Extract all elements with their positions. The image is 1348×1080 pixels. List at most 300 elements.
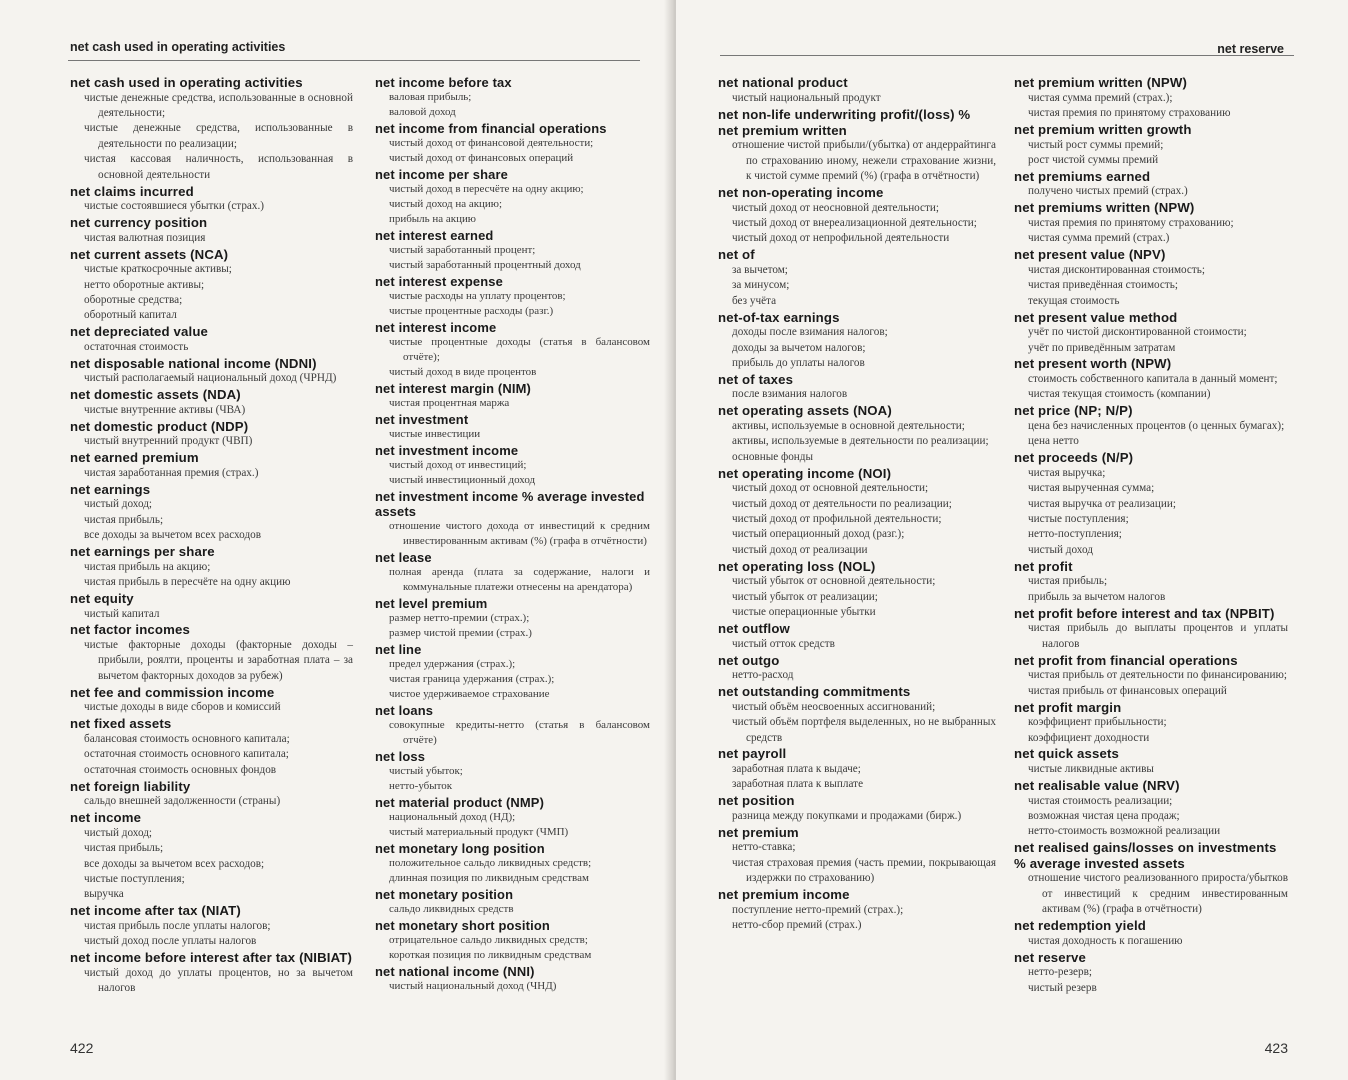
dictionary-entry [1014,606,1288,652]
dictionary-entry [70,779,353,810]
dictionary-entry [718,684,996,746]
entry-translation: прибыль на акцию [389,213,477,226]
entry-translation: совокупные кредиты-нетто (статья в балансовом отчёте) [389,719,650,747]
entry-term: net income from financial operations [375,120,607,136]
dictionary-entry [70,903,353,949]
entry-translation: чистая прибыль до выплаты процентов и уплаты налогов [1028,622,1288,650]
entry-term: net claims incurred [70,183,194,199]
dictionary-entry [1014,403,1288,449]
entry-translation: чистый доход от непрофильной деятельности [732,232,950,245]
dictionary-entry [375,918,650,963]
right-column-1 [718,75,996,934]
entry-translation: чистый доход до уплаты процентов, но за вычетом налогов [84,966,353,995]
entry-term: net position [718,793,795,809]
entry-translation: чистые доходы в виде сборов и комиссий [84,701,281,714]
left-running-head: net cash used in operating activities [70,40,286,54]
entry-term: net income before tax [375,75,512,90]
entry-term: net earnings [70,481,151,497]
entry-translation: чистые процентные расходы (разг.) [389,305,554,318]
dictionary-entry [70,324,353,355]
entry-term: net realised gains/losses on investments % average invested assets [1014,840,1277,871]
entry-translation: доходы за вычетом налогов; [732,341,866,354]
entry-translation: чистый доход после уплаты налогов [84,935,257,948]
entry-translation: отношение чистого реализованного прироста/убытков от инвестиций к средним инвестированным активам (%) (графа в отчётности) [1028,872,1288,916]
entry-translation: чистый доход в пересчёте на одну акцию; [389,183,584,196]
dictionary-entry [375,841,650,886]
entry-translation: коэффициент доходности [1028,731,1150,744]
dictionary-entry [375,795,650,840]
right-column-2 [1014,75,1288,997]
dictionary-entry [1014,75,1288,121]
entry-translation: чистый рост суммы премий; [1028,138,1164,151]
entry-term: net material product (NMP) [375,794,545,810]
entry-translation: чистая прибыль; [84,842,164,855]
dictionary-entry [1014,950,1288,996]
entry-translation: чистый резерв [1028,981,1097,994]
entry-translation: чистые поступления; [84,872,185,885]
entry-translation: чистая прибыль; [1028,575,1108,588]
entry-translation: чистая прибыль; [84,513,164,526]
dictionary-entry [70,184,353,215]
dictionary-entry [70,356,353,387]
entry-term: net investment income % average invested assets [375,488,645,519]
dictionary-entry [718,107,996,123]
entry-term: net premiums earned [1014,168,1151,184]
right-page-number: 423 [1264,1040,1288,1056]
entry-translation: валовой доход [389,106,456,119]
dictionary-entry [1014,918,1288,949]
entry-translation: чистые краткосрочные активы; [84,263,232,276]
entry-term: net of [718,247,755,263]
dictionary-entry [1014,310,1288,356]
dictionary-entry [70,622,353,684]
dictionary-entry [375,75,650,120]
dictionary-entry [1014,247,1288,309]
entry-translation: чистая премия по принятому страхованию; [1028,216,1234,229]
dictionary-entry [70,950,353,996]
entry-term: net present value (NPV) [1014,247,1166,263]
dictionary-entry [718,403,996,465]
left-header-rule [68,60,640,61]
left-page [0,0,672,1080]
entry-term: net current assets (NCA) [70,246,229,262]
entry-translation: чистый доход на акцию; [389,198,503,211]
entry-translation: чистая валютная позиция [84,231,206,244]
entry-translation: чистый доход в виде процентов [389,366,537,379]
dictionary-entry [718,372,996,403]
entry-term: net redemption yield [1014,918,1146,934]
entry-term: net present value method [1014,309,1178,325]
entry-term: net depreciated value [70,324,209,340]
entry-term: net non-operating income [718,184,884,200]
entry-translation: чистая страховая премия (часть премии, покрывающая издержки по страхованию) [732,856,996,885]
dictionary-entry [1014,559,1288,605]
entry-translation: чистый доход от финансовой деятельности; [389,137,594,150]
entry-term: net foreign liability [70,778,191,794]
entry-translation: разница между покупками и продажами (бирж.) [732,809,962,822]
entry-translation: чистые операционные убытки [732,606,876,619]
entry-term: net premium [718,824,799,840]
entry-term: net income [70,810,142,826]
entry-translation: чистые инвестиции [389,428,481,441]
entry-translation: все доходы за вычетом всех расходов; [84,857,265,870]
entry-term: net monetary position [375,886,514,902]
entry-translation: чистые денежные средства, использованные в основной деятельности; [84,91,353,119]
dictionary-entry [1014,169,1288,200]
dictionary-entry [1014,200,1288,246]
entry-term: net realisable value (NRV) [1014,777,1180,793]
entry-term: net income after tax (NIAT) [70,903,241,919]
entry-translation: возможная чистая цена продаж; [1028,809,1180,822]
entry-translation: чистый доход от внереализационной деятельности; [732,216,977,229]
entry-translation: длинная позиция по ликвидным средствам [389,872,589,885]
dictionary-entry [70,716,353,778]
entry-term: net premiums written (NPW) [1014,200,1195,216]
entry-translation: активы, используемые в основной деятельности; [732,419,965,432]
entry-term: net disposable national income (NDNI) [70,355,317,371]
entry-term: net investment income [375,442,519,458]
entry-term: net cash used in operating activities [70,75,303,90]
dictionary-entry [70,591,353,622]
entry-translation: чистая прибыль от финансовых операций [1028,684,1227,697]
entry-translation: чистая дисконтированная стоимость; [1028,263,1205,276]
entry-term: net fee and commission income [70,684,275,700]
entry-term: net premium written [718,122,847,138]
entry-term: net interest expense [375,273,503,289]
entry-translation: без учёта [732,294,777,307]
entry-translation: получено чистых премий (страх.) [1028,185,1188,198]
entry-term: net factor incomes [70,622,190,638]
entry-term: net lease [375,549,432,565]
entry-term: net investment [375,411,469,427]
entry-translation: валовая прибыль; [389,91,472,104]
entry-translation: за минусом; [732,279,790,292]
dictionary-entry [718,123,996,185]
entry-term: net interest earned [375,228,494,243]
entry-term: net of taxes [718,371,794,387]
dictionary-entry [1014,840,1288,917]
entry-translation: чистая граница удержания (страх.); [389,673,555,686]
entry-term: net non-life underwriting profit/(loss) % [718,106,971,122]
entry-term: net premium written (NPW) [1014,75,1187,90]
entry-term: net income before interest after tax (NIBIAT) [70,950,353,966]
entry-term: net operating assets (NOA) [718,403,892,419]
entry-translation: цена без начисленных процентов (о ценных бумагах); [1028,419,1285,432]
dictionary-entry [1014,450,1288,558]
dictionary-entry [1014,122,1288,168]
entry-translation: чистая выручка от реализации; [1028,497,1176,510]
entry-term: net earned premium [70,450,199,466]
entry-translation: чистый инвестиционный доход [389,474,536,487]
entry-term: net loans [375,702,434,718]
entry-term: net line [375,641,422,657]
dictionary-entry [718,310,996,372]
entry-translation: заработная плата к выдаче; [732,763,861,775]
dictionary-entry [718,621,996,652]
dictionary-entry [718,746,996,792]
dictionary-entry [70,482,353,544]
dictionary-entry [70,75,353,183]
entry-translation: сальдо ликвидных средств [389,903,514,916]
dictionary-entry [70,810,353,903]
dictionary-entry [375,964,650,994]
dictionary-entry [70,419,353,450]
entry-translation: текущая стоимость [1028,294,1120,307]
entry-translation: чистый заработанный процентный доход [389,259,581,272]
dictionary-entry [375,320,650,381]
entry-translation: чистые процентные доходы (статья в балансовом отчёте); [389,336,650,364]
entry-translation: чистые факторные доходы (факторные доходы – прибыли, роялти, проценты и заработная плата – за вычетом факторных доходов за рубеж) [84,639,353,682]
entry-translation: размер нетто-премии (страх.); [389,612,530,625]
entry-translation: сальдо внешней задолженности (страны) [84,795,281,808]
entry-translation: чистый располагаемый национальный доход (ЧРНД) [84,372,337,385]
entry-translation: чистая вырученная сумма; [1028,482,1155,495]
entry-translation: чистый операционный доход (разг.); [732,528,905,541]
entry-translation: нетто-стоимость возможной реализации [1028,825,1221,838]
entry-translation: чистый внутренний продукт (ЧВП) [84,435,253,448]
entry-term: net price (NP; N/P) [1014,403,1133,419]
entry-translation: чистая стоимость реализации; [1028,794,1173,807]
entry-translation: чистый доход [1028,543,1093,556]
entry-translation: чистые расходы на уплату процентов; [389,290,566,303]
entry-translation: чистый доход от реализации [732,543,868,556]
entry-translation: чистая текущая стоимость (компании) [1028,388,1211,401]
entry-term: net equity [70,590,134,606]
entry-translation: выручка [84,888,124,901]
entry-term: net reserve [1014,949,1087,965]
entry-translation: чистый убыток от основной деятельности; [732,575,936,588]
entry-translation: полная аренда (плата за содержание, налоги и коммунальные платежи отнесены на арендатора) [389,566,650,594]
entry-translation: основные фонды [732,450,814,463]
dictionary-entry [1014,746,1288,777]
entry-translation: чистый объём неосвоенных ассигнований; [732,700,936,713]
entry-term: net payroll [718,746,787,762]
entry-translation: чистый доход; [84,826,153,839]
entry-translation: чистый доход от основной деятельности; [732,482,929,495]
entry-translation: чистая доходность к погашению [1028,934,1183,947]
entry-translation: чистая выручка; [1028,466,1106,479]
entry-term: net national product [718,75,848,90]
dictionary-entry [375,412,650,442]
right-running-head: net reserve [1217,42,1284,56]
dictionary-entry [375,167,650,228]
entry-translation: чистые денежные средства, использованные в деятельности по реализации; [84,122,353,150]
entry-translation: оборотный капитал [84,309,177,322]
dictionary-entry [375,228,650,273]
entry-translation: чистая сумма премий (страх.); [1028,91,1173,104]
entry-translation: оборотные средства; [84,293,183,306]
entry-term: net premium written growth [1014,121,1192,137]
entry-translation: активы, используемые в деятельности по реализации; [732,435,989,448]
entry-term: net outflow [718,621,790,637]
entry-translation: чистый капитал [84,607,160,620]
dictionary-entry [70,387,353,418]
entry-translation: чистый материальный продукт (ЧМП) [389,826,569,839]
entry-term: net outgo [718,652,780,668]
entry-translation: чистый доход от профильной деятельности; [732,513,942,526]
entry-translation: чистый убыток; [389,765,463,778]
dictionary-entry [718,887,996,933]
dictionary-entry [375,381,650,411]
entry-translation: за вычетом; [732,263,788,276]
entry-translation: чистое удерживаемое страхование [389,688,550,701]
entry-term: net currency position [70,215,208,231]
entry-translation: чистая прибыль на акцию; [84,560,211,573]
dictionary-entry [70,450,353,481]
entry-translation: рост чистой суммы премий [1028,153,1159,166]
entry-translation: чистые внутренние активы (ЧВА) [84,403,246,416]
entry-translation: чистый заработанный процент; [389,244,536,257]
entry-term: net profit from financial operations [1014,652,1238,668]
entry-translation: прибыль за вычетом налогов [1028,590,1166,603]
entry-translation: нетто-расход [732,669,794,682]
entry-term: net profit [1014,558,1073,574]
entry-translation: чистая кассовая наличность, использованная в основной деятельности [84,153,353,181]
entry-translation: коэффициент прибыльности; [1028,716,1167,729]
dictionary-entry [375,274,650,319]
entry-term: net fixed assets [70,716,172,732]
entry-translation: чистый убыток от реализации; [732,590,878,603]
entry-translation: чистый доход от неосновной деятельности; [732,201,940,214]
entry-translation: размер чистой премии (страх.) [389,627,532,640]
dictionary-entry [375,887,650,917]
dictionary-entry [375,642,650,703]
dictionary-entry [70,685,353,716]
entry-term: net present worth (NPW) [1014,356,1172,372]
entry-term: net income per share [375,166,508,182]
dictionary-entry [1014,653,1288,699]
entry-term: net-of-tax earnings [718,309,840,325]
entry-translation: нетто-резерв; [1028,966,1092,979]
entry-translation: учёт по чистой дисконтированной стоимости; [1028,326,1247,339]
entry-term: net interest income [375,319,497,335]
entry-translation: остаточная стоимость [84,340,189,353]
entry-term: net loss [375,748,426,764]
entry-term: net proceeds (N/P) [1014,450,1134,466]
entry-translation: чистая процентная маржа [389,397,510,410]
entry-translation: чистый национальный продукт [732,91,881,104]
dictionary-entry [718,247,996,309]
entry-term: net profit before interest and tax (NPBIT) [1014,605,1275,621]
entry-term: net domestic assets (NDA) [70,387,241,403]
dictionary-entry [718,793,996,824]
dictionary-entry [70,544,353,590]
entry-term: net premium income [718,887,850,903]
entry-translation: чистая приведённая стоимость; [1028,279,1178,292]
entry-translation: нетто-ставка; [732,841,796,854]
entry-translation: чистая прибыль после уплаты налогов; [84,919,271,932]
entry-translation: чистая сумма премий (страх.) [1028,232,1170,245]
dictionary-entry [1014,356,1288,402]
dictionary-entry [1014,778,1288,840]
dictionary-entry [375,443,650,488]
entry-translation: чистый объём портфеля выделенных, но не выбранных средств [732,716,997,744]
entry-translation: чистые состоявшиеся убытки (страх.) [84,200,265,213]
entry-translation: чистый национальный доход (ЧНД) [389,979,557,992]
entry-translation: отрицательное сальдо ликвидных средств; [389,934,588,946]
dictionary-entry [70,247,353,324]
entry-translation: нетто-поступления; [1028,528,1122,541]
entry-term: net earnings per share [70,544,215,560]
entry-translation: нетто-убыток [389,780,453,793]
entry-translation: нетто-сбор премий (страх.) [732,919,862,932]
entry-translation: чистая прибыль в пересчёте на одну акцию [84,576,291,589]
entry-translation: чистый отток средств [732,637,835,650]
entry-term: net quick assets [1014,746,1120,762]
dictionary-entry [718,75,996,106]
entry-term: net outstanding commitments [718,684,911,700]
entry-translation: чистые ликвидные активы [1028,763,1154,775]
entry-term: net operating loss (NOL) [718,558,876,574]
entry-translation: заработная плата к выплате [732,778,864,791]
entry-translation: прибыль до уплаты налогов [732,356,865,369]
left-column-2 [375,75,650,995]
entry-translation: чистый доход от финансовых операций [389,152,574,165]
entry-translation: отношение чистой прибыли/(убытка) от андеррайтинга по страхованию иному, нежели страхование жизни, к чистой сумме премий (%) (графа в отчётности) [732,139,996,182]
dictionary-entry [375,749,650,794]
dictionary-entry [375,489,650,550]
entry-translation: остаточная стоимость основного капитала; [84,748,289,761]
entry-translation: чистая премия по принятому страхованию [1028,107,1231,119]
dictionary-entry [718,825,996,887]
dictionary-entry [375,550,650,595]
entry-translation: отношение чистого дохода от инвестиций к средним инвестированным активам (%) (графа в отчётности) [389,520,650,548]
entry-translation: национальный доход (НД); [389,811,516,824]
entry-translation: учёт по приведённым затратам [1028,341,1176,354]
dictionary-entry [375,596,650,641]
entry-translation: после взимания налогов [732,388,848,401]
entry-translation: балансовая стоимость основного капитала; [84,732,290,745]
dictionary-entry [718,559,996,621]
dictionary-entry [375,703,650,748]
entry-translation: чистая прибыль от деятельности по финансированию; [1028,669,1287,682]
entry-translation: стоимость собственного капитала в данный момент; [1028,373,1278,386]
dictionary-entry [375,121,650,166]
dictionary-entry [1014,700,1288,746]
entry-translation: чистые поступления; [1028,513,1129,526]
left-page-number: 422 [70,1040,94,1056]
entry-term: net level premium [375,595,488,611]
right-header-rule [720,55,1294,56]
entry-translation: короткая позиция по ликвидным средствам [389,949,592,962]
right-page [676,0,1348,1080]
entry-term: net monetary short position [375,917,550,933]
entry-translation: цена нетто [1028,435,1079,448]
entry-translation: нетто оборотные активы; [84,278,205,291]
entry-translation: поступление нетто-премий (страх.); [732,903,904,916]
dictionary-entry [718,466,996,559]
entry-translation: все доходы за вычетом всех расходов [84,529,262,542]
entry-term: net national income (NNI) [375,963,535,979]
entry-term: net domestic product (NDP) [70,418,249,434]
entry-term: net operating income (NOI) [718,465,892,481]
entry-translation: чистый доход от инвестиций; [389,459,527,472]
dictionary-entry [70,215,353,246]
dictionary-entry [718,653,996,684]
entry-term: net monetary long position [375,840,545,856]
left-column-1 [70,75,353,997]
entry-translation: чистый доход; [84,498,153,511]
entry-translation: положительное сальдо ликвидных средств; [389,857,592,870]
entry-term: net profit margin [1014,699,1122,715]
entry-translation: остаточная стоимость основных фондов [84,763,277,776]
dictionary-entry [718,185,996,247]
entry-translation: доходы после взимания налогов; [732,326,888,339]
entry-translation: чистый доход от деятельности по реализации; [732,497,952,510]
entry-term: net interest margin (NIM) [375,381,531,396]
entry-translation: чистая заработанная премия (страх.) [84,466,259,479]
entry-translation: предел удержания (страх.); [389,658,516,671]
